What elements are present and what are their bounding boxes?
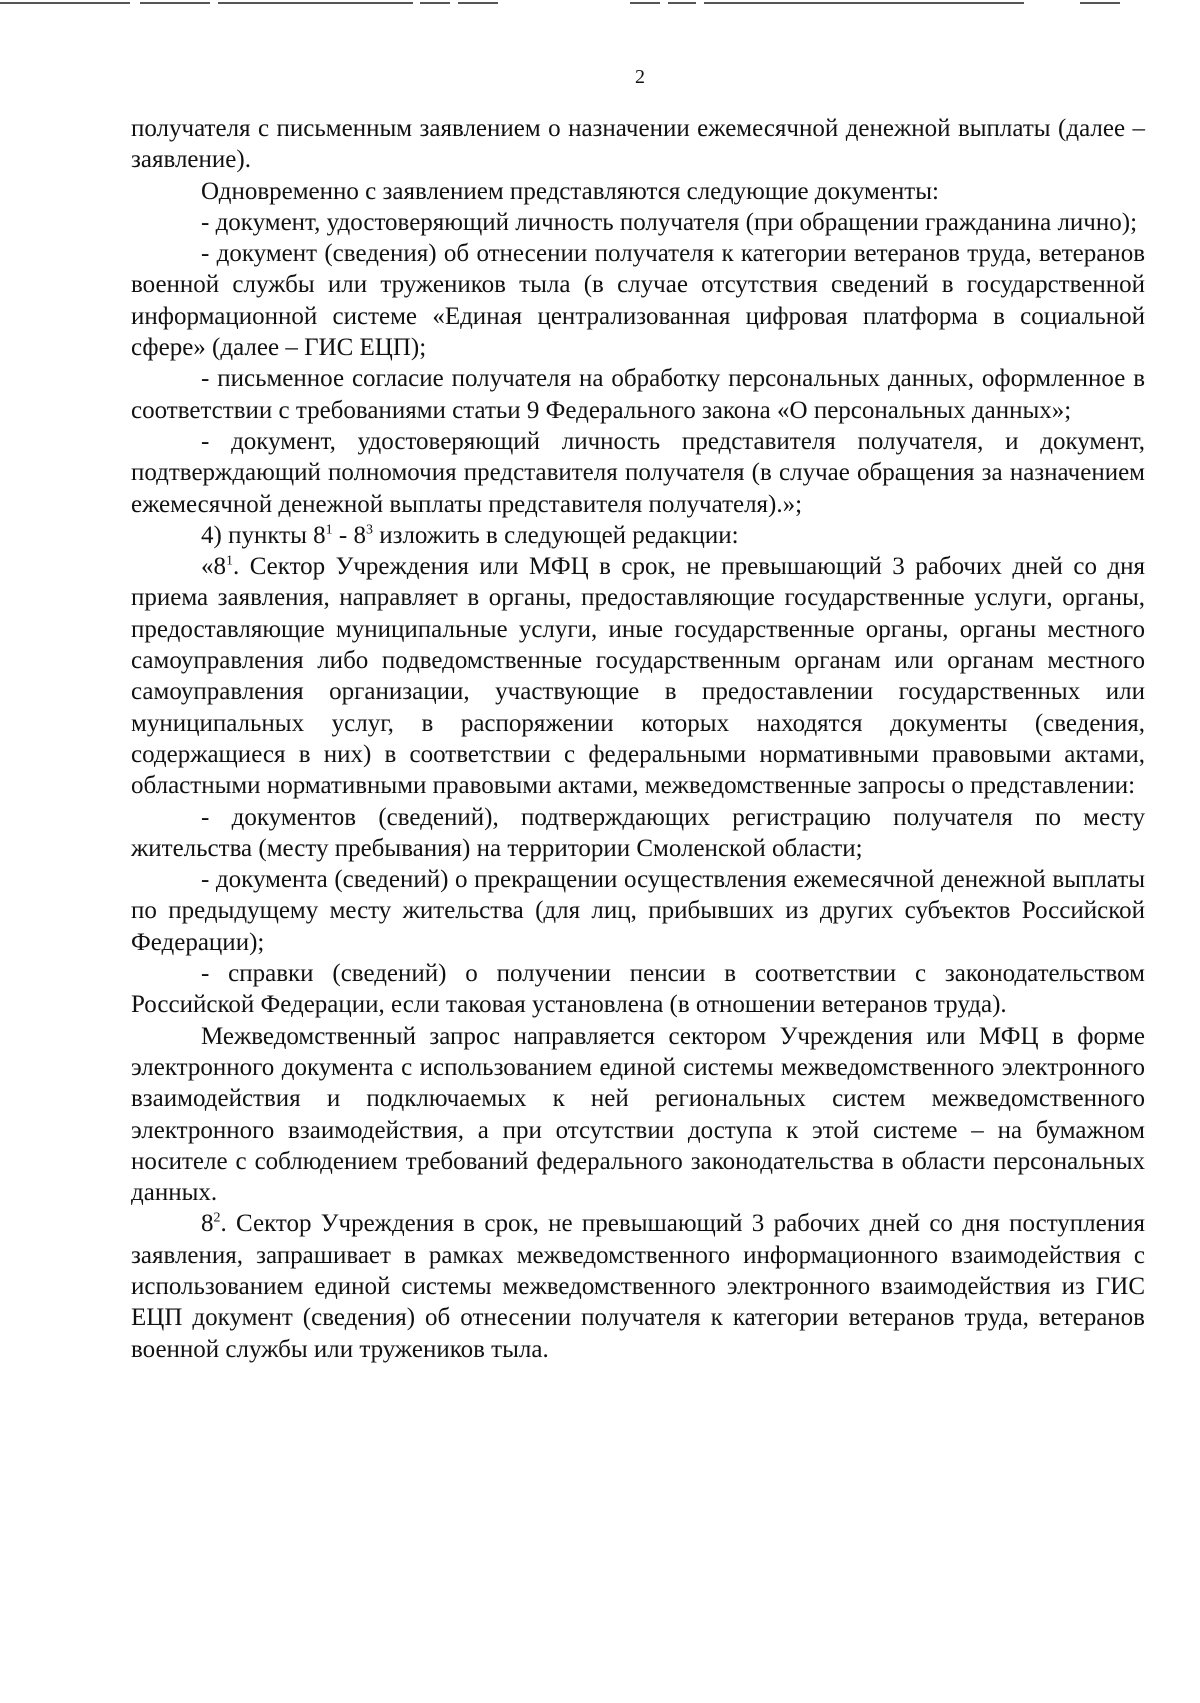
list-item: - справки (сведений) о получении пенсии в соответствии с законодательством Российской Федерации, если таковая установлена (в отношении ветеранов труда).	[131, 960, 1145, 1019]
list-item: - документ, удостоверяющий личность представителя получателя, и документ, подтверждающий полномочия представителя получателя (в случае обращения за назначением ежемесячной денежной выплаты представителя получателя).»;	[131, 427, 1145, 518]
list-item: - документов (сведений), подтверждающих регистрацию получателя по месту жительства (месту пребывания) на территории Смоленской области;	[131, 803, 1145, 862]
page-number: 2	[635, 66, 645, 88]
text-fragment: 4) пункты 8	[201, 521, 326, 549]
text-fragment: изложить в следующей редакции:	[372, 521, 739, 549]
document-body	[131, 113, 1145, 1365]
superscript: 2	[213, 1211, 221, 1227]
clause-8-2	[131, 1208, 1145, 1364]
list-item: - документа (сведений) о прекращении осуществления ежемесячной денежной выплаты по предыдущему месту жительства (для лиц, прибывших из других субъектов Российской Федерации);	[131, 866, 1145, 956]
list-item: - письменное согласие получателя на обработку персональных данных, оформленное в соответствии с требованиями статьи 9 Федерального закона «О персональных данных»;	[131, 365, 1145, 424]
text-fragment: 8	[201, 1210, 214, 1238]
list-item: - документ (сведения) об отнесении получателя к категории ветеранов труда, ветеранов военной службы или тружеников тыла (в случае отсутствия сведений в государственной информационной системе «Единая централизованная цифровая платформа в социальной сфере» (далее – ГИС ЕЦП);	[131, 240, 1145, 362]
scan-edge-artifact	[0, 0, 1200, 10]
paragraph: получателя с письменным заявлением о назначении ежемесячной денежной выплаты (далее – заявление).	[131, 115, 1145, 174]
list-item: - документ, удостоверяющий личность получателя (при обращении гражданина лично);	[201, 208, 1138, 236]
text-fragment: . Сектор Учреждения или МФЦ в срок, не превышающий 3 рабочих дней со дня приема заявления, направляет в органы, предоставляющие государственные услуги, органы, предоставляющие муниципальные услуги, иные государственные органы, органы местного самоуправления либо подведомственные государственным органам или органам местного самоуправления организации, участвующие в предоставлении государственных или муниципальных услуг, в распоряжении которых находятся документы (сведения, содержащиеся в них) в соответствии с федеральными нормативными правовыми актами, областными нормативными правовыми актами, межведомственные запросы о представлении:	[131, 553, 1145, 800]
paragraph: Межведомственный запрос направляется сектором Учреждения или МФЦ в форме электронного документа с использованием единой системы межведомственного электронного взаимодействия и подключаемых к ней региональных систем межведомственного электронного взаимодействия, а при отсутствии доступа к этой системе – на бумажном носителе с соблюдением требований федерального законодательства в области персональных данных.	[131, 1022, 1145, 1207]
superscript: 3	[365, 522, 373, 538]
text-fragment: «8	[201, 553, 226, 581]
text-fragment: . Сектор Учреждения в срок, не превышающий 3 рабочих дней со дня поступления заявления, запрашивает в рамках межведомственного информационного взаимодействия с использованием единой системы межведомственного электронного взаимодействия из ГИС ЕЦП документ (сведения) об отнесении получателя к категории ветеранов труда, ветеранов военной службы или тружеников тыла.	[131, 1210, 1145, 1363]
text-fragment: - 8	[332, 521, 366, 549]
superscript: 1	[226, 553, 233, 569]
clause-8-1	[131, 551, 1145, 801]
paragraph: Одновременно с заявлением представляются следующие документы:	[201, 177, 939, 205]
superscript: 1	[325, 522, 333, 538]
amendment-point	[131, 520, 1145, 551]
